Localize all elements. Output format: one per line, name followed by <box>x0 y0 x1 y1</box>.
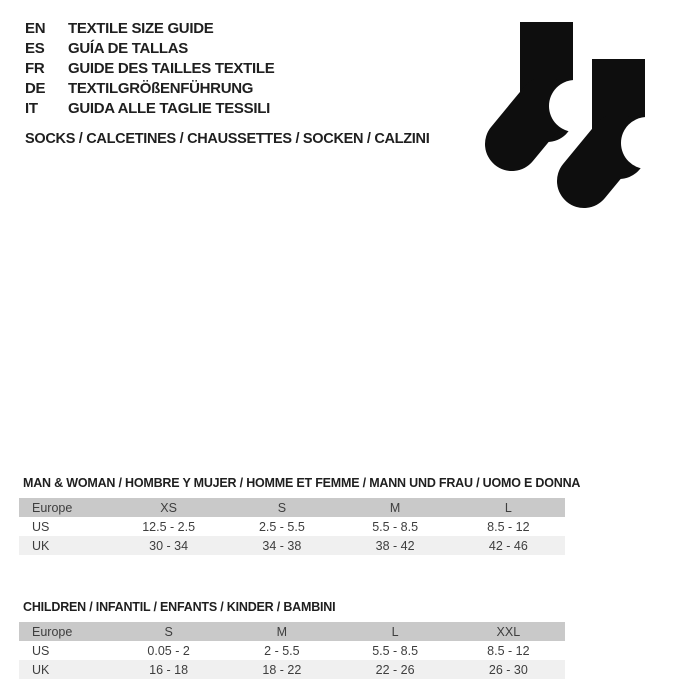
language-label: GUIDE DES TAILLES TEXTILE <box>68 60 275 77</box>
sock-left <box>512 22 601 144</box>
size-value: 16 - 18 <box>149 662 189 677</box>
adults-table-title: MAN & WOMAN / HOMBRE Y MUJER / HOMME ET FEMME / MANN UND FRAU / UOMO E DONNA <box>23 476 581 490</box>
size-value: 42 - 46 <box>488 538 528 553</box>
column-header-m: M <box>389 500 401 515</box>
column-header-europe: Europe <box>32 500 73 515</box>
size-value: 8.5 - 12 <box>487 519 530 534</box>
column-header-l: L <box>504 500 512 515</box>
socks-icon <box>478 14 668 209</box>
category-title: SOCKS / CALCETINES / CHAUSSETTES / SOCKEN / CALZINI <box>25 131 430 147</box>
language-row-es <box>25 39 274 59</box>
language-code: IT <box>25 100 38 117</box>
language-label: GUIDA ALLE TAGLIE TESSILI <box>68 100 270 117</box>
size-value: 34 - 38 <box>262 538 302 553</box>
column-header-m: M <box>276 624 288 639</box>
column-header-s: S <box>164 624 173 639</box>
sock-right <box>584 59 668 181</box>
adults-row-uk <box>19 536 565 555</box>
language-label: TEXTILE SIZE GUIDE <box>68 20 214 37</box>
column-header-europe: Europe <box>32 624 73 639</box>
children-size-table <box>19 622 565 679</box>
children-size-section <box>19 601 565 679</box>
language-code: ES <box>25 40 45 57</box>
children-row-uk <box>19 660 565 679</box>
column-header-l: L <box>391 624 399 639</box>
adults-size-section <box>19 476 581 555</box>
language-code: DE <box>25 80 46 97</box>
children-header-row <box>19 622 565 641</box>
row-label: UK <box>32 662 50 677</box>
column-header-s: S <box>277 500 287 515</box>
adults-row-us <box>19 517 565 536</box>
language-label: TEXTILGRÖßENFÜHRUNG <box>68 80 254 97</box>
size-value: 22 - 26 <box>375 662 415 677</box>
size-value: 26 - 30 <box>488 662 528 677</box>
size-value: 18 - 22 <box>262 662 302 677</box>
row-label: US <box>32 643 50 658</box>
language-code: EN <box>25 20 46 37</box>
language-row-en <box>25 19 274 39</box>
children-table-title: CHILDREN / INFANTIL / ENFANTS / KINDER / BAMBINI <box>23 600 336 614</box>
language-row-fr <box>25 59 274 79</box>
column-header-xs: XS <box>160 500 177 515</box>
adults-size-table <box>19 498 565 555</box>
children-row-us <box>19 641 565 660</box>
size-value: 5.5 - 8.5 <box>372 643 419 658</box>
adults-header-row <box>19 498 565 517</box>
size-value: 2.5 - 5.5 <box>258 519 305 534</box>
size-value: 0.05 - 2 <box>147 643 190 658</box>
size-value: 8.5 - 12 <box>487 643 530 658</box>
size-value: 12.5 - 2.5 <box>142 519 196 534</box>
language-code: FR <box>25 60 45 77</box>
row-label: UK <box>32 538 50 553</box>
size-value: 30 - 34 <box>149 538 189 553</box>
size-value: 38 - 42 <box>375 538 415 553</box>
size-value: 5.5 - 8.5 <box>372 519 419 534</box>
language-label: GUÍA DE TALLAS <box>68 40 188 57</box>
size-value: 2 - 5.5 <box>264 643 300 658</box>
column-header-xxl: XXL <box>496 624 521 639</box>
language-row-it <box>25 99 274 119</box>
language-list <box>25 19 274 119</box>
row-label: US <box>32 519 50 534</box>
language-row-de <box>25 79 274 99</box>
